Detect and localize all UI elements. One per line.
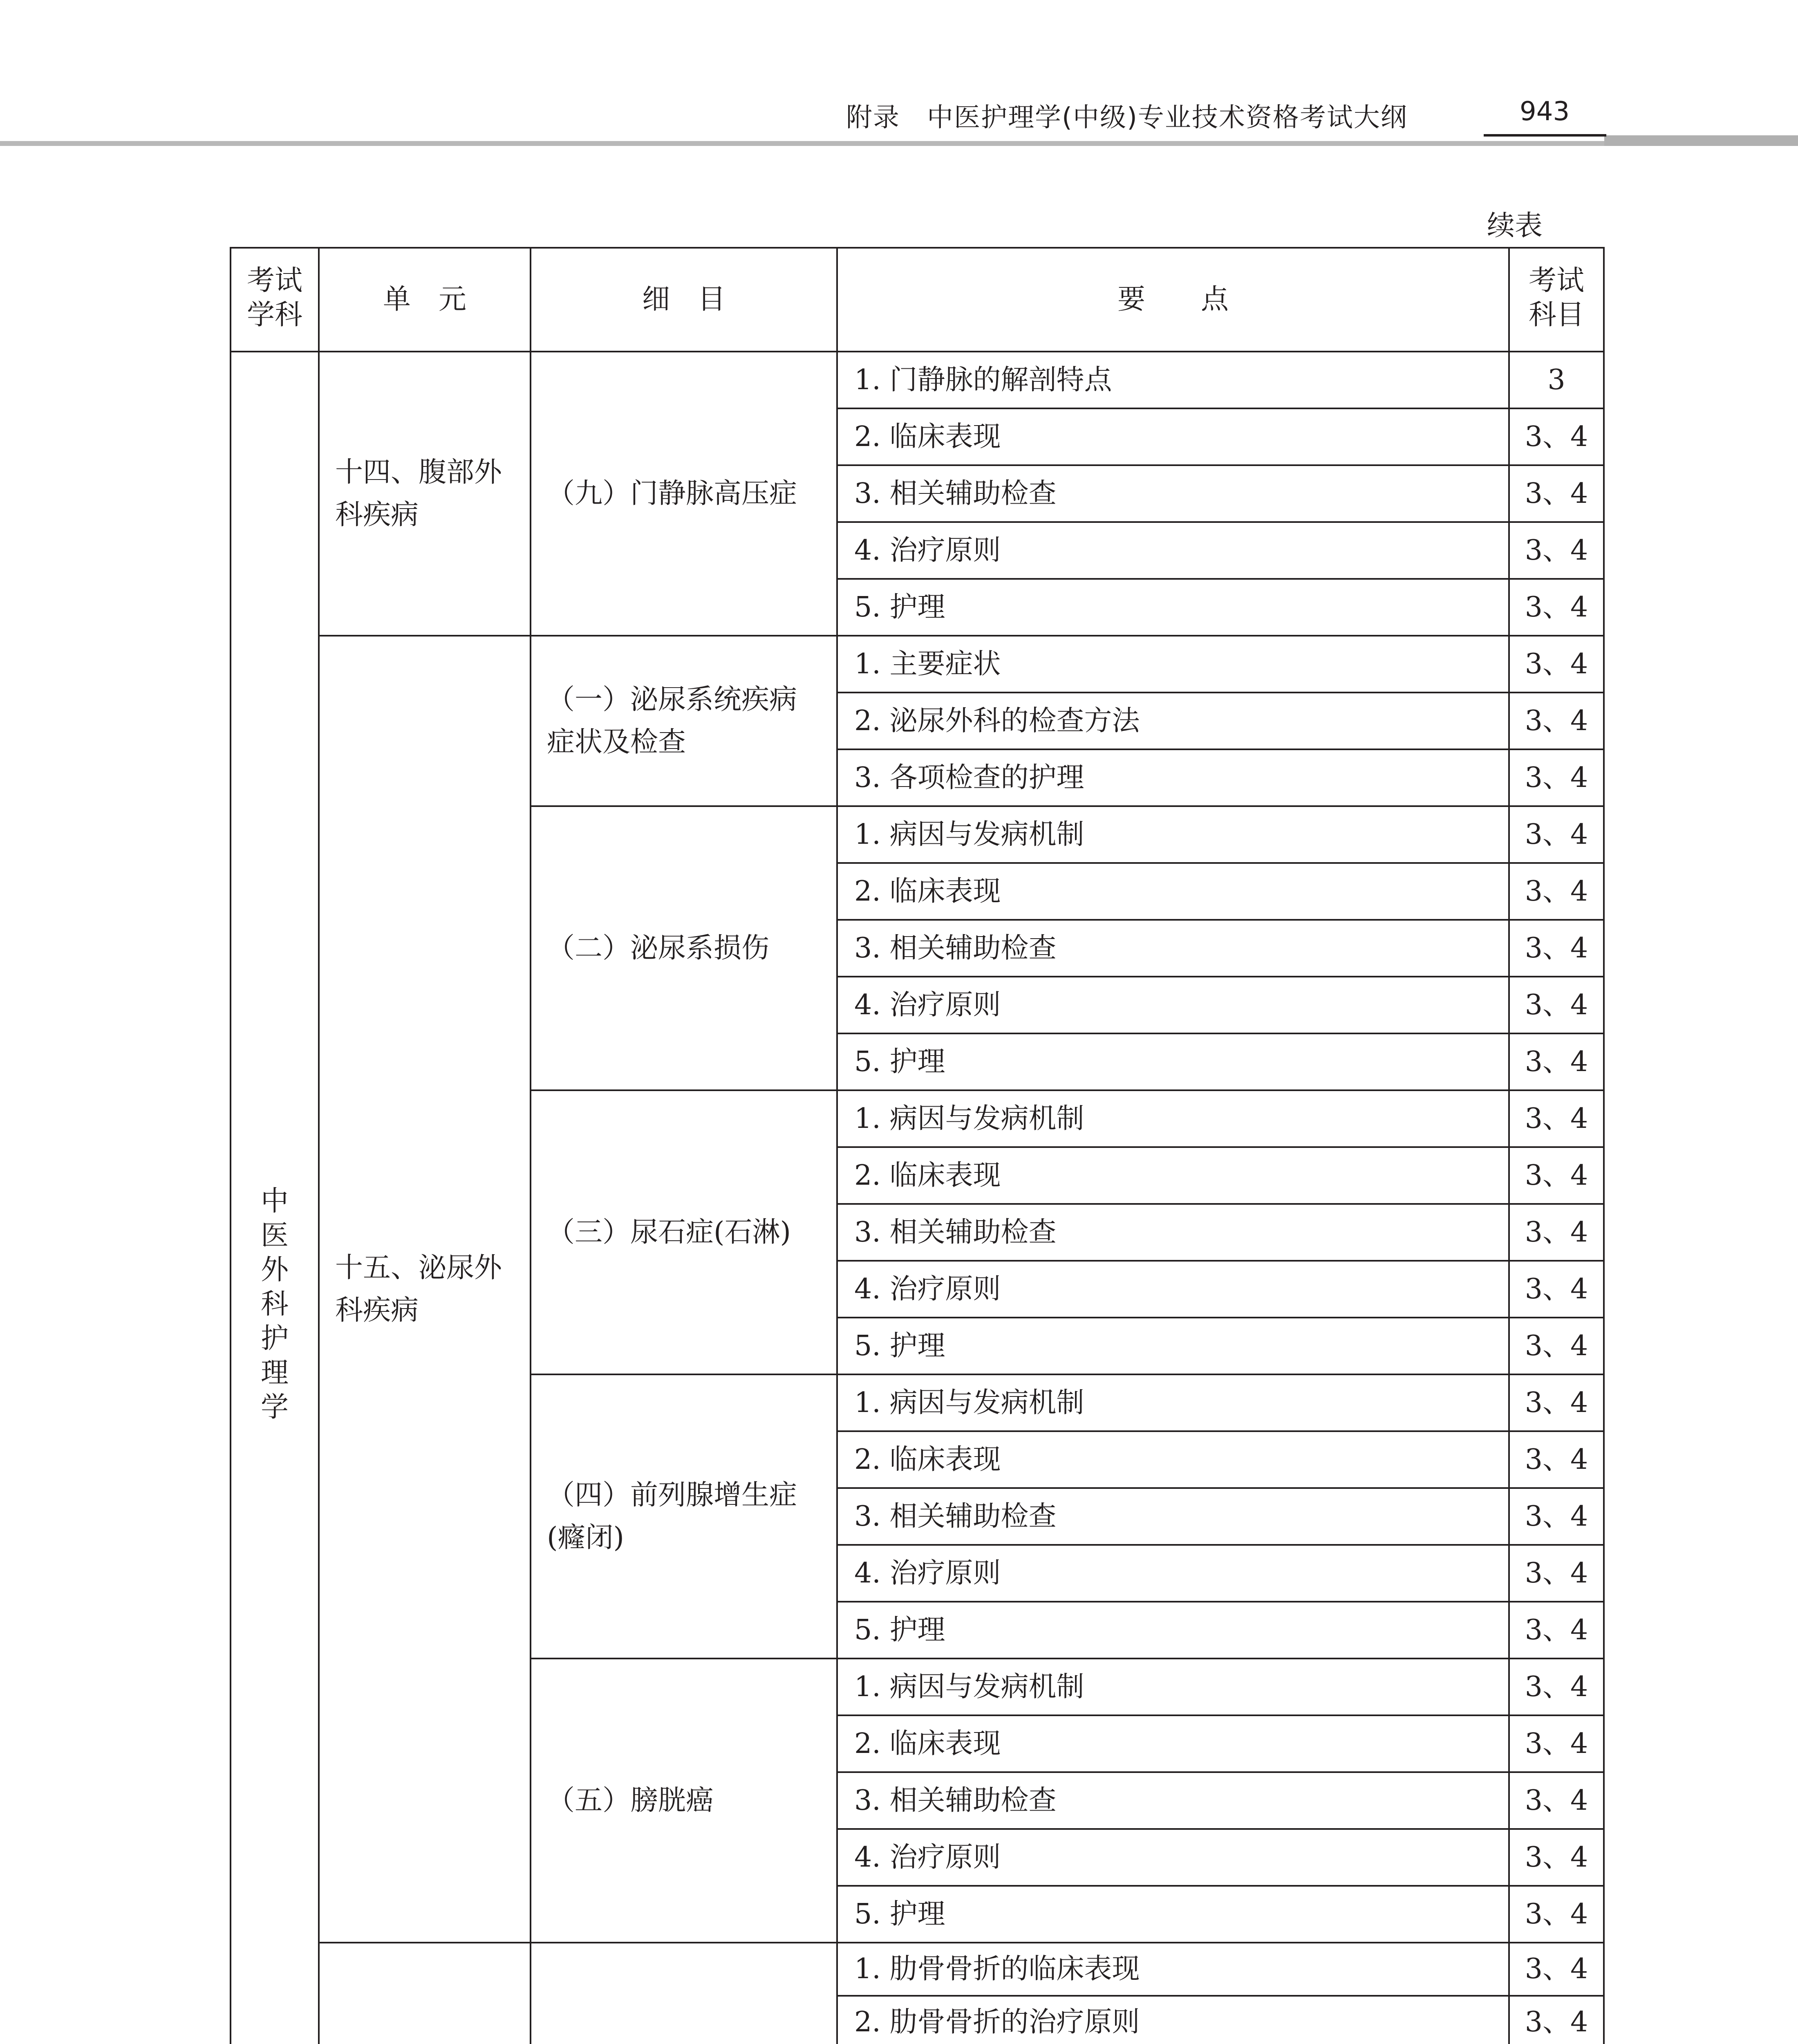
point-cell: 3. 相关辅助检查 xyxy=(837,920,1509,977)
level-cell: 3、4 xyxy=(1509,1488,1604,1545)
column-header-detail: 细 目 xyxy=(531,248,837,352)
point-cell: 2. 临床表现 xyxy=(837,408,1509,465)
point-cell: 3. 相关辅助检查 xyxy=(837,1204,1509,1261)
table-row xyxy=(231,352,1604,408)
table-header-row xyxy=(231,248,1604,352)
syllabus-table xyxy=(230,247,1605,2044)
point-cell: 4. 治疗原则 xyxy=(837,1261,1509,1318)
page-number-underline xyxy=(1484,134,1606,137)
level-cell: 3、4 xyxy=(1509,1829,1604,1886)
level-cell: 3、4 xyxy=(1509,1715,1604,1772)
detail-cell: （二）泌尿系损伤 xyxy=(531,806,837,1090)
point-cell: 1. 病因与发病机制 xyxy=(837,1659,1509,1715)
detail-cell: （五）膀胱癌 xyxy=(531,1659,837,1943)
page-number: 943 xyxy=(1520,96,1570,127)
level-cell: 3、4 xyxy=(1509,1545,1604,1602)
detail-cell: （四）前列腺增生症(癃闭) xyxy=(531,1374,837,1659)
continued-label: 续表 xyxy=(1487,210,1543,242)
level-cell: 3、4 xyxy=(1509,1204,1604,1261)
detail-cell: （三）尿石症(石淋) xyxy=(531,1090,837,1374)
point-cell: 3. 各项检查的护理 xyxy=(837,749,1509,806)
header-rule xyxy=(0,141,1798,146)
point-cell: 5. 护理 xyxy=(837,1033,1509,1090)
point-cell: 1. 病因与发病机制 xyxy=(837,1374,1509,1431)
level-cell: 3、4 xyxy=(1509,749,1604,806)
point-cell: 3. 相关辅助检查 xyxy=(837,1488,1509,1545)
point-cell: 1. 病因与发病机制 xyxy=(837,1090,1509,1147)
point-cell: 2. 临床表现 xyxy=(837,1147,1509,1204)
level-cell: 3 xyxy=(1509,352,1604,408)
level-cell: 3、4 xyxy=(1509,408,1604,465)
level-cell: 3、4 xyxy=(1509,1374,1604,1431)
level-cell: 3、4 xyxy=(1509,1147,1604,1204)
unit-cell: 十四、腹部外科疾病 xyxy=(319,352,531,636)
unit-cell: 十五、泌尿外科疾病 xyxy=(319,636,531,1943)
level-cell: 3、4 xyxy=(1509,863,1604,920)
level-cell: 3、4 xyxy=(1509,1602,1604,1659)
point-cell: 2. 临床表现 xyxy=(837,1715,1509,1772)
level-cell: 3、4 xyxy=(1509,1886,1604,1943)
point-cell: 2. 临床表现 xyxy=(837,863,1509,920)
point-cell: 4. 治疗原则 xyxy=(837,522,1509,579)
level-cell: 3、4 xyxy=(1509,522,1604,579)
level-cell: 3、4 xyxy=(1509,1261,1604,1318)
point-cell: 1. 主要症状 xyxy=(837,636,1509,693)
header-rule-accent xyxy=(1604,135,1798,146)
level-cell: 3、4 xyxy=(1509,977,1604,1033)
point-cell: 4. 治疗原则 xyxy=(837,1829,1509,1886)
point-cell: 1. 病因与发病机制 xyxy=(837,806,1509,863)
level-cell: 3、4 xyxy=(1509,465,1604,522)
level-cell: 3、4 xyxy=(1509,1431,1604,1488)
level-cell: 3、4 xyxy=(1509,1090,1604,1147)
table-row xyxy=(231,1943,1604,1996)
detail-cell: （一）泌尿系统疾病症状及检查 xyxy=(531,636,837,806)
level-cell: 3、4 xyxy=(1509,1772,1604,1829)
point-cell: 2. 临床表现 xyxy=(837,1431,1509,1488)
column-header-unit: 单 元 xyxy=(319,248,531,352)
level-cell: 3、4 xyxy=(1509,1318,1604,1374)
level-cell: 3、4 xyxy=(1509,920,1604,977)
point-cell: 4. 治疗原则 xyxy=(837,1545,1509,1602)
detail-cell xyxy=(531,1943,837,2044)
level-cell: 3、4 xyxy=(1509,579,1604,636)
point-cell: 5. 护理 xyxy=(837,1318,1509,1374)
point-cell: 2. 泌尿外科的检查方法 xyxy=(837,693,1509,749)
point-cell: 2. 肋骨骨折的治疗原则 xyxy=(837,1996,1509,2044)
column-header-subject: 考试学科 xyxy=(231,248,319,352)
column-header-level: 考试科目 xyxy=(1509,248,1604,352)
point-cell: 5. 护理 xyxy=(837,1602,1509,1659)
subject-cell xyxy=(231,352,319,2044)
table-row xyxy=(231,636,1604,693)
level-cell: 3、4 xyxy=(1509,636,1604,693)
point-cell: 1. 肋骨骨折的临床表现 xyxy=(837,1943,1509,1996)
level-cell: 3、4 xyxy=(1509,1943,1604,1996)
unit-cell xyxy=(319,1943,531,2044)
column-header-point: 要 点 xyxy=(837,248,1509,352)
point-cell: 5. 护理 xyxy=(837,1886,1509,1943)
point-cell: 1. 门静脉的解剖特点 xyxy=(837,352,1509,408)
level-cell: 3、4 xyxy=(1509,1033,1604,1090)
detail-cell: （九）门静脉高压症 xyxy=(531,352,837,636)
level-cell: 3、4 xyxy=(1509,1659,1604,1715)
subject-label: 中医外科护理学 xyxy=(260,1185,289,1423)
table-body xyxy=(231,352,1604,2044)
running-header-title: 附录 中医护理学(中级)专业技术资格考试大纲 xyxy=(846,103,1408,133)
level-cell: 3、4 xyxy=(1509,693,1604,749)
level-cell: 3、4 xyxy=(1509,806,1604,863)
level-cell: 3、4 xyxy=(1509,1996,1604,2044)
point-cell: 4. 治疗原则 xyxy=(837,977,1509,1033)
point-cell: 3. 相关辅助检查 xyxy=(837,465,1509,522)
point-cell: 5. 护理 xyxy=(837,579,1509,636)
point-cell: 3. 相关辅助检查 xyxy=(837,1772,1509,1829)
